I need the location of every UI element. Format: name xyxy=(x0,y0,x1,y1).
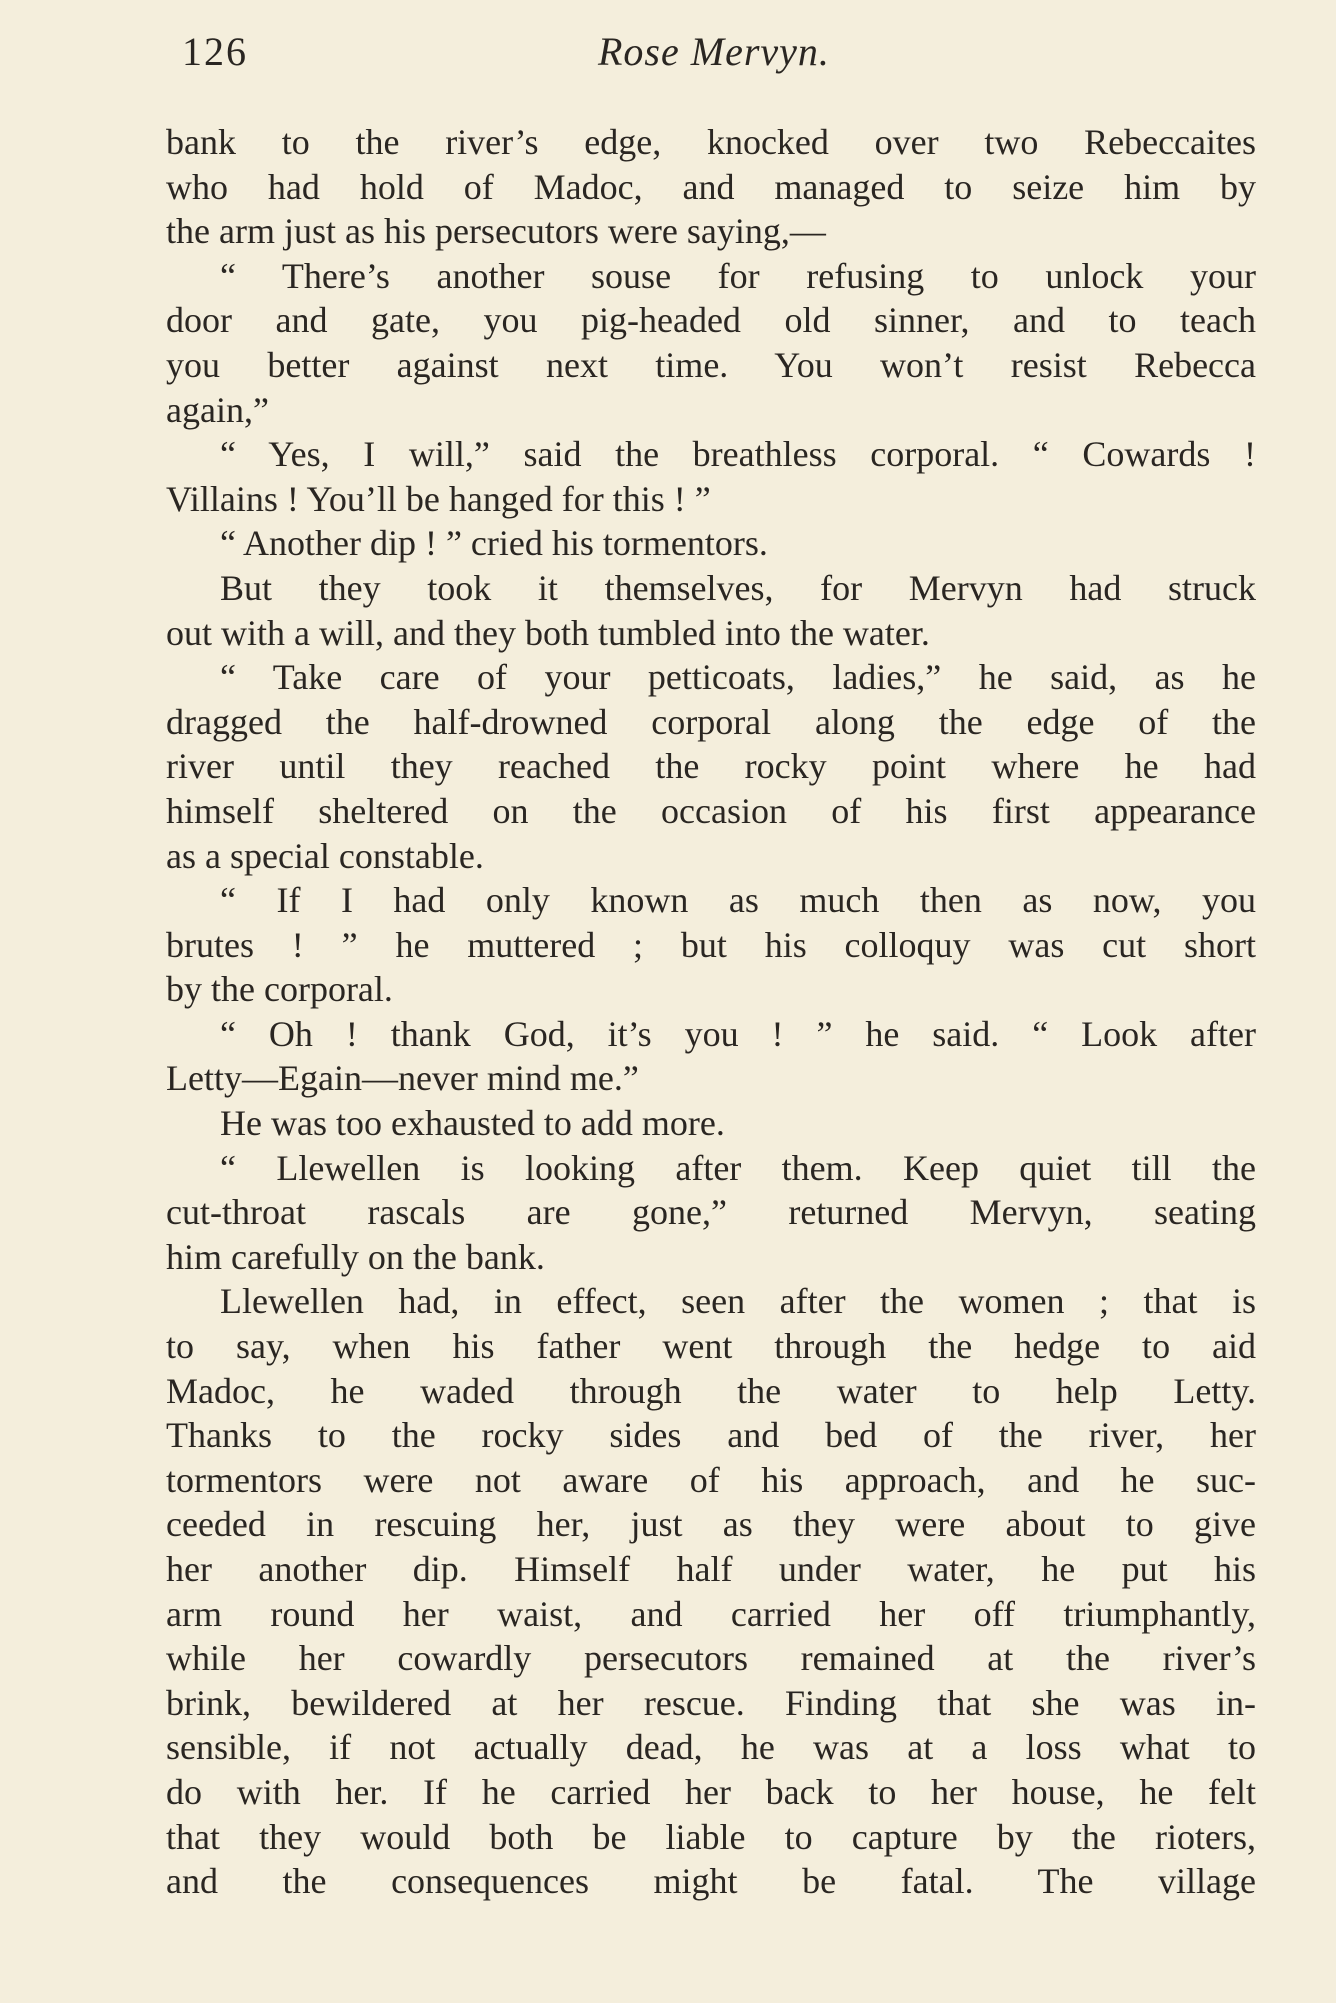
text-line: brink, bewildered at her rescue. Finding that she was in- xyxy=(166,1682,1256,1723)
text-line: door and gate, you pig-headed old sinner, and to teach xyxy=(166,300,1256,341)
text-line: Llewellen had, in effect, seen after the women ; that is xyxy=(220,1281,1256,1322)
text-line: and the consequences might be fatal. The village xyxy=(166,1861,1256,1902)
text-line: brutes ! ” he muttered ; but his colloquy was cut short xyxy=(166,924,1256,965)
text-line: bank to the river’s edge, knocked over two Rebeccaites xyxy=(166,122,1256,162)
text-line: tormentors were not aware of his approach, and he suc- xyxy=(166,1459,1256,1500)
text-line: out with a will, and they both tumbled into the water. xyxy=(166,612,930,653)
text-line: sensible, if not actually dead, he was at a loss what to xyxy=(166,1727,1256,1768)
text-line: “ Llewellen is looking after them. Keep quiet till the xyxy=(220,1147,1256,1188)
text-line: him carefully on the bank. xyxy=(166,1236,545,1277)
text-line: “ There’s another souse for refusing to unlock your xyxy=(220,255,1256,296)
text-line: “ Another dip ! ” cried his tormentors. xyxy=(220,523,768,564)
text-line: “ Oh ! thank God, it’s you ! ” he said. “ Look after xyxy=(220,1013,1256,1054)
text-line: He was too exhausted to add more. xyxy=(220,1103,725,1144)
text-line: her another dip. Himself half under water, he put his xyxy=(166,1549,1256,1589)
running-header xyxy=(0,28,1336,88)
text-line: dragged the half-drowned corporal along the edge of the xyxy=(166,701,1256,742)
text-line: river until they reached the rocky point where he had xyxy=(166,746,1256,787)
text-line: But they took it themselves, for Mervyn had struck xyxy=(220,567,1256,608)
text-line: while her cowardly persecutors remained at the river’s xyxy=(166,1638,1256,1679)
text-line: Letty—Egain—never mind me.” xyxy=(166,1058,639,1099)
text-line: that they would both be liable to capture by the rioters, xyxy=(166,1816,1256,1857)
text-line: Madoc, he waded through the water to help Letty. xyxy=(166,1370,1256,1411)
running-title: Rose Mervyn. xyxy=(598,29,830,74)
text-line: to say, when his father went through the hedge to aid xyxy=(166,1326,1256,1367)
page-number: 126 xyxy=(182,29,248,74)
text-line: again,” xyxy=(166,389,269,430)
text-line: you better against next time. You won’t resist Rebecca xyxy=(166,344,1256,385)
text-line: “ Yes, I will,” said the breathless corporal. “ Cowards ! xyxy=(220,434,1256,475)
text-line: who had hold of Madoc, and managed to seize him by xyxy=(166,166,1256,207)
text-line: do with her. If he carried her back to her house, he felt xyxy=(166,1771,1256,1812)
text-line: arm round her waist, and carried her off triumphantly, xyxy=(166,1593,1256,1634)
text-line: the arm just as his persecutors were saying,— xyxy=(166,211,826,252)
text-line: himself sheltered on the occasion of his first appearance xyxy=(166,790,1256,831)
text-line: cut-throat rascals are gone,” returned Mervyn, seating xyxy=(166,1192,1256,1233)
text-line: “ If I had only known as much then as now, you xyxy=(220,880,1256,921)
text-line: ceeded in rescuing her, just as they were about to give xyxy=(166,1504,1256,1545)
text-line: “ Take care of your petticoats, ladies,” he said, as he xyxy=(220,657,1256,698)
text-line: Thanks to the rocky sides and bed of the river, her xyxy=(166,1415,1256,1456)
text-line: Villains ! You’ll be hanged for this ! ” xyxy=(166,478,711,519)
text-line: as a special constable. xyxy=(166,835,484,876)
text-line: by the corporal. xyxy=(166,969,393,1010)
body-text xyxy=(166,120,1256,1904)
